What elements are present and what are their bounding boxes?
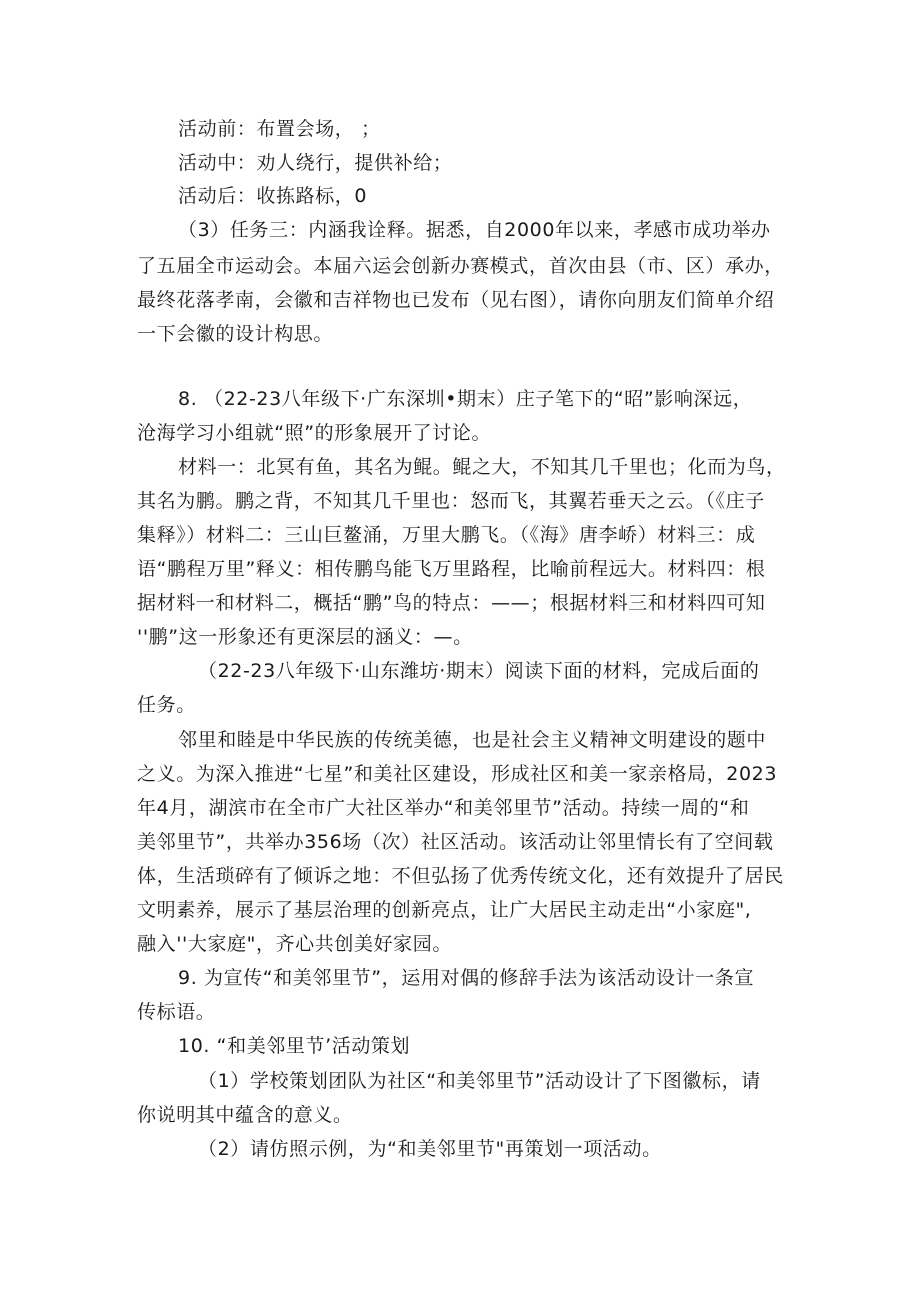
text-line-activity-before: 活动前：布置会场， ；: [178, 118, 381, 140]
text-line: 语“鹏程万里”释义：相传鹏鸟能飞万里路程，比喻前程远大。材料四：根: [137, 558, 766, 580]
text-line: 其名为鹏。鹏之背，不知其几千里也：怒而飞，其翼若垂天之云。（《庄子: [137, 490, 765, 512]
text-line: 融入''大家庭"，齐心共创美好家园。: [137, 933, 452, 955]
question-9: 9. 为宣传“和美邻里节”，运用对偶的修辞手法为该活动设计一条宣: [178, 967, 755, 989]
text-line: 年4月，湖滨市在全市广大社区举办“和美邻里节”活动。持续一周的“和: [137, 797, 750, 819]
text-line-material-1: 材料一：北冥有鱼，其名为鲲。鲲之大，不知其几千里也；化而为鸟，: [178, 456, 786, 478]
reading-section-heading: （22-23八年级下·山东潍坊·期末）阅读下面的材料，完成后面的: [198, 660, 760, 682]
text-line: 据材料一和材料二，概括“鹏”鸟的特点：——；根据材料三和材料四可知: [137, 592, 766, 614]
question-10-part-1: （1）学校策划团队为社区“和美邻里节”活动设计了下图徽标，请: [198, 1070, 761, 1092]
text-line: 你说明其中蕴含的意义。: [137, 1104, 353, 1126]
text-line: 文明素养，展示了基层治理的创新亮点，让广大居民主动走出“小家庭",: [137, 899, 752, 921]
question-10-part-2: （2）请仿照示例，为“和美邻里节"再策划一项活动。: [198, 1138, 662, 1160]
text-line: 沧海学习小组就“照”的形象展开了讨论。: [137, 422, 492, 444]
text-line-passage-start: 邻里和睦是中华民族的传统美德，也是社会主义精神文明建设的题中: [178, 729, 767, 751]
text-line: 任务。: [137, 694, 196, 716]
text-line-task3: （3）任务三：内涵我诠释。据悉，自2000年以来，孝感市成功举办: [178, 219, 771, 241]
text-line: 集释》）材料二：三山巨鳌涌，万里大鹏飞。（《海》唐李峤）材料三：成: [137, 524, 756, 546]
text-line-activity-after: 活动后：收拣路标，0: [178, 185, 368, 207]
text-line: 一下会徽的设计构思。: [137, 323, 334, 345]
question-10-heading: 10. “和美邻里节’活动策划: [178, 1035, 411, 1057]
text-line: 最终花落孝南，会徽和吉祥物也已发布（见右图），请你向朋友们简单介绍: [137, 289, 775, 311]
text-line: 美邻里节”，共举办356场（次）社区活动。该活动让邻里情长有了空间载: [137, 831, 774, 853]
text-line: 体，生活琐碎有了倾诉之地：不但弘扬了优秀传统文化，还有效提升了居民: [137, 865, 784, 887]
text-line: 了五届全市运动会。本届六运会创新办赛模式，首次由县（市、区）承办，: [137, 255, 784, 277]
text-line-activity-during: 活动中：劝人绕行，提供补给；: [178, 152, 453, 174]
question-8-heading: 8. （22-23八年级下·广东深圳•期末）庄子笔下的“昭”影响深远，: [178, 388, 753, 410]
text-line: 之义。为深入推进“七星”和美社区建设，形成社区和美一家亲格局，2023: [137, 763, 778, 785]
text-line: 传标语。: [137, 1001, 216, 1023]
text-line: ''鹏”这一形象还有更深层的涵义：—。: [137, 626, 473, 648]
